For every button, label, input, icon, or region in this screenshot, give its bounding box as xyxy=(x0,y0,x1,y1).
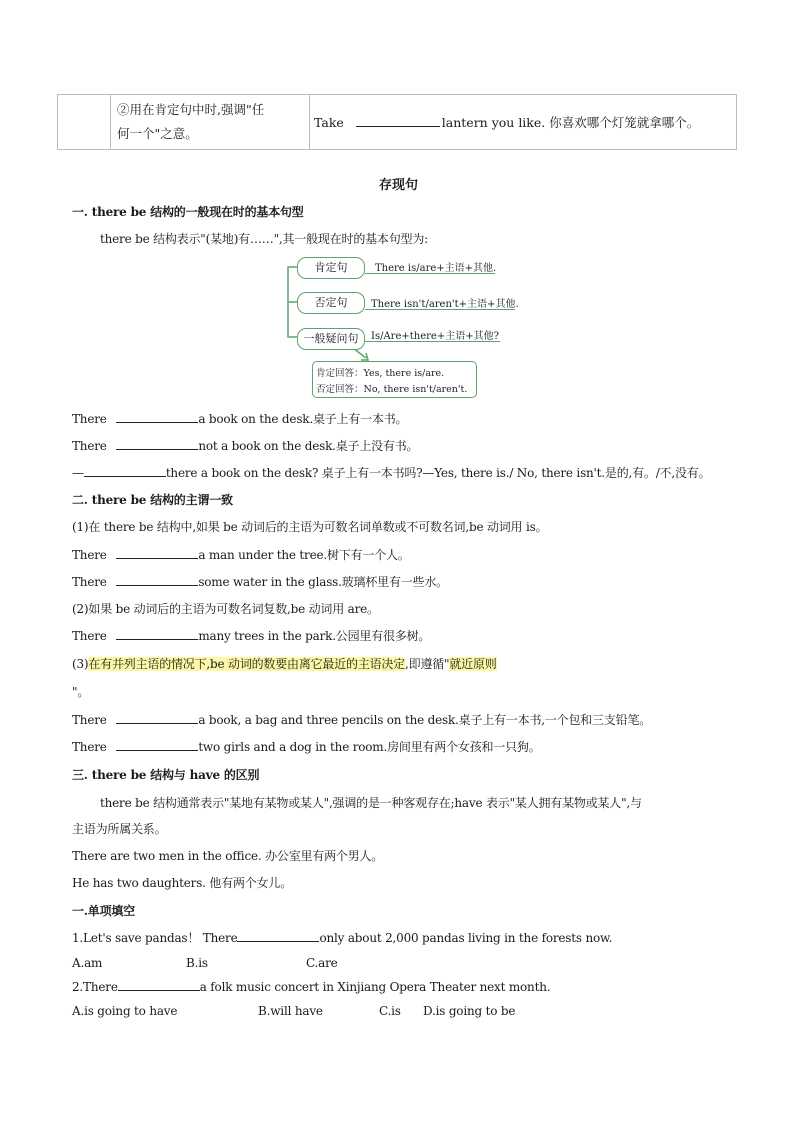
example-text: a man under the tree.树下有一个人。 xyxy=(198,548,410,562)
answer-blank[interactable] xyxy=(116,448,198,450)
example-text: many trees in the park.公园里有很多树。 xyxy=(198,629,431,643)
example-text: a book, a bag and three pencils on the desk.桌子上有一本书,一个包和三支铅笔。 xyxy=(198,713,652,727)
answer-no: 否定回答：No, there isn't/aren't. xyxy=(316,384,468,395)
q2-option-a[interactable]: A.is going to have xyxy=(72,1004,178,1018)
example-rest: lantern you like. 你喜欢哪个灯笼就拿哪个。 xyxy=(441,115,700,130)
s1-example-3 xyxy=(72,464,710,481)
rule-2: (2)如果 be 动词后的主语为可数名词复数,be 动词用 are。 xyxy=(72,602,379,616)
usage-line-1: ②用在肯定句中时,强调"任 xyxy=(117,102,265,117)
table-cell-example xyxy=(310,95,737,150)
answer-yes: 肯定回答：Yes, there is/are. xyxy=(316,368,445,379)
section3-example-2: He has two daughters. 他有两个女儿。 xyxy=(72,876,292,890)
rule3-mid: ,即遵循" xyxy=(405,657,450,671)
example-there: There xyxy=(72,713,107,727)
rule-1: (1)在 there be 结构中,如果 be 动词后的主语为可数名词单数或不可数名词,be 动词用 is。 xyxy=(72,520,548,534)
formula-underline-1 xyxy=(365,273,495,274)
question-1-stem: 1.Let's save pandas！ There xyxy=(72,931,238,945)
section-heading-1: 一. there be 结构的一般现在时的基本句型 xyxy=(72,205,304,219)
answer-blank[interactable] xyxy=(116,638,198,640)
exercise-heading: 一.单项填空 xyxy=(72,904,135,918)
section3-para-line-2: 主语为所属关系。 xyxy=(72,822,167,836)
answer-blank[interactable] xyxy=(118,989,200,991)
formula-affirmative: There is/are+主语+其他. xyxy=(375,263,497,274)
page-title: 存现句 xyxy=(379,178,419,193)
formula-negative: There isn't/aren't+主语+其他. xyxy=(371,299,519,310)
node-affirmative: 肯定句 xyxy=(297,257,365,279)
answer-blank[interactable] xyxy=(116,584,198,586)
s2-example-2 xyxy=(72,573,448,590)
example-text: two girls and a dog in the room.房间里有两个女孩和一只狗。 xyxy=(198,740,541,754)
example-text: there a book on the desk? 桌子上有一本书吗?—Yes, there is./ No, there isn't.是的,有。/不,没有。 xyxy=(165,466,711,480)
s2-example-1 xyxy=(72,546,410,563)
question-2-rest: a folk music concert in Xinjiang Opera Theater next month. xyxy=(199,980,551,994)
table-cell-empty xyxy=(58,95,111,150)
highlight-principle: 就近原则 xyxy=(449,657,497,671)
example-dash: — xyxy=(72,466,84,480)
example-take: Take xyxy=(314,115,344,130)
s2-example-3 xyxy=(72,627,430,644)
section-heading-2: 二. there be 结构的主谓一致 xyxy=(72,493,233,507)
answer-blank[interactable] xyxy=(116,557,198,559)
formula-question: Is/Are+there+主语+其他? xyxy=(371,331,499,342)
answer-box xyxy=(312,361,477,398)
table-row xyxy=(58,95,737,150)
rule-3 xyxy=(72,655,497,672)
q2-option-b[interactable]: B.will have xyxy=(258,1004,323,1018)
formula-underline-2 xyxy=(365,309,515,310)
s1-example-2 xyxy=(72,437,418,454)
s1-example-1 xyxy=(72,410,407,427)
top-table xyxy=(57,94,737,150)
rule-3-end: "。 xyxy=(72,685,90,699)
section3-para-line-1: there be 结构通常表示"某地有某物或某人",强调的是一种客观存在;have 表示"某人拥有某物或某人",与 xyxy=(100,796,642,810)
q1-option-c[interactable]: C.are xyxy=(306,956,338,970)
s2-example-5 xyxy=(72,738,541,755)
answer-blank[interactable] xyxy=(356,125,440,127)
rule3-prefix: (3) xyxy=(72,657,89,671)
answer-blank[interactable] xyxy=(116,722,198,724)
q1-option-b[interactable]: B.is xyxy=(186,956,208,970)
question-2 xyxy=(72,980,550,994)
section-heading-3: 三. there be 结构与 have 的区别 xyxy=(72,768,260,782)
q2-option-d[interactable]: D.is going to be xyxy=(423,1004,516,1018)
example-text: some water in the glass.玻璃杯里有一些水。 xyxy=(198,575,448,589)
example-there: There xyxy=(72,439,107,453)
question-1 xyxy=(72,929,612,946)
answer-blank[interactable] xyxy=(237,940,319,942)
example-there: There xyxy=(72,412,107,426)
answer-blank[interactable] xyxy=(84,475,166,477)
formula-underline-3 xyxy=(365,341,500,342)
highlight-rule: 在有并列主语的情况下,be 动词的数要由离它最近的主语决定 xyxy=(88,657,406,671)
example-there: There xyxy=(72,629,107,643)
usage-line-2: 何一个"之意。 xyxy=(117,126,198,141)
q1-option-a[interactable]: A.am xyxy=(72,956,103,970)
node-question: 一般疑问句 xyxy=(297,328,365,350)
example-there: There xyxy=(72,548,107,562)
example-there: There xyxy=(72,575,107,589)
example-there: There xyxy=(72,740,107,754)
q2-option-c[interactable]: C.is xyxy=(379,1004,401,1018)
section3-example-1: There are two men in the office. 办公室里有两个男人。 xyxy=(72,849,384,863)
question-2-stem: 2.There xyxy=(72,980,118,994)
example-text: not a book on the desk.桌子上没有书。 xyxy=(198,439,419,453)
s2-example-4 xyxy=(72,711,651,728)
answer-blank[interactable] xyxy=(116,421,198,423)
question-1-rest: only about 2,000 pandas living in the forests now. xyxy=(319,931,613,945)
section1-intro: there be 结构表示"(某地)有……",其一般现在时的基本句型为: xyxy=(100,232,428,246)
node-negative: 否定句 xyxy=(297,292,365,314)
table-cell-usage xyxy=(111,95,310,150)
example-text: a book on the desk.桌子上有一本书。 xyxy=(198,412,408,426)
answer-blank[interactable] xyxy=(116,749,198,751)
